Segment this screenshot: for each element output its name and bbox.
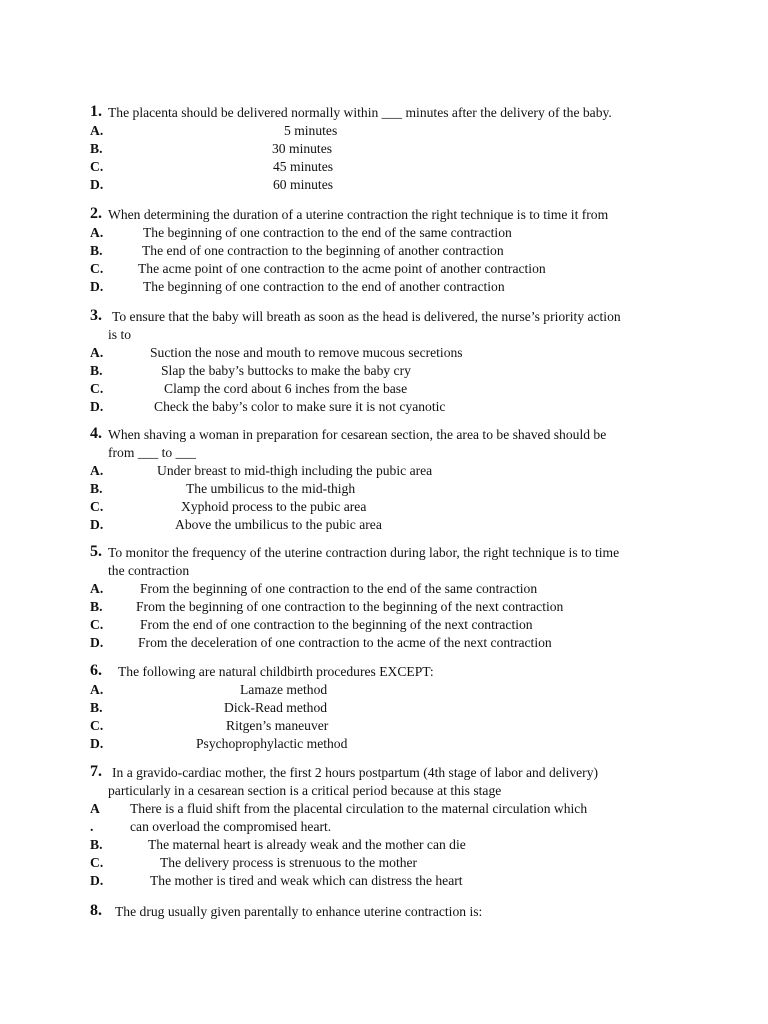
option-text: Lamaze method [240, 682, 328, 697]
option-letter: B. [90, 837, 103, 852]
option-letter: C. [90, 499, 104, 514]
option-letter: C. [90, 718, 104, 733]
option-text: The acme point of one contraction to the acme point of another contraction [138, 261, 546, 276]
option-text: From the end of one contraction to the beginning of the next contraction [140, 617, 533, 632]
option-letter: D. [90, 736, 104, 751]
question-7 [90, 764, 690, 890]
question-text-continued: from ___ to ___ [108, 445, 196, 460]
option-letter: D. [90, 873, 104, 888]
option-text: 45 minutes [273, 159, 334, 174]
option-text: Psychoprophylactic method [196, 736, 348, 751]
question-number: 3. [90, 307, 102, 324]
option-letter: D. [90, 279, 104, 294]
option-letter: C. [90, 159, 104, 174]
option-text: Dick-Read method [224, 700, 328, 715]
option-letter: D. [90, 635, 104, 650]
question-text-continued: the contraction [108, 563, 190, 578]
option-letter: A. [90, 463, 104, 478]
option-text: From the beginning of one contraction to the end of the same contraction [140, 581, 538, 596]
option-letter: C. [90, 855, 104, 870]
question-text: To ensure that the baby will breath as soon as the head is delivered, the nurse’s priority action [112, 309, 621, 324]
option-text: 30 minutes [272, 141, 333, 156]
question-5 [90, 544, 690, 652]
option-letter: B. [90, 700, 103, 715]
option-letter: A. [90, 682, 104, 697]
option-letter: D. [90, 399, 104, 414]
question-number: 7. [90, 763, 102, 780]
option-letter: B. [90, 481, 103, 496]
question-text: The placenta should be delivered normally within ___ minutes after the delivery of the baby. [108, 105, 612, 120]
option-text: The end of one contraction to the beginning of another contraction [142, 243, 504, 258]
option-text: 60 minutes [273, 177, 334, 192]
option-letter: C. [90, 261, 104, 276]
question-text: To monitor the frequency of the uterine contraction during labor, the right technique is to time [108, 545, 620, 560]
option-letter: B. [90, 243, 103, 258]
option-text: The mother is tired and weak which can distress the heart [150, 873, 463, 888]
question-text: When shaving a woman in preparation for cesarean section, the area to be shaved should be [108, 427, 607, 442]
question-number: 8. [90, 902, 102, 919]
question-text: When determining the duration of a uterine contraction the right technique is to time it from [108, 207, 609, 222]
question-6 [90, 663, 690, 753]
option-letter: B. [90, 141, 103, 156]
option-text: The delivery process is strenuous to the mother [160, 855, 418, 870]
option-text: Clamp the cord about 6 inches from the base [164, 381, 408, 396]
question-text: The drug usually given parentally to enhance uterine contraction is: [115, 904, 483, 919]
option-text: There is a fluid shift from the placental circulation to the maternal circulation which [130, 801, 588, 816]
question-number: 5. [90, 543, 102, 560]
option-letter: A [90, 801, 100, 816]
option-text: can overload the compromised heart. [130, 819, 332, 834]
option-text: The beginning of one contraction to the end of the same contraction [143, 225, 512, 240]
question-3 [90, 308, 690, 416]
option-letter: . [90, 819, 94, 834]
question-text: The following are natural childbirth procedures EXCEPT: [118, 664, 434, 679]
option-text: From the deceleration of one contraction to the acme of the next contraction [138, 635, 552, 650]
option-text: Ritgen’s maneuver [226, 718, 329, 733]
question-4 [90, 426, 690, 534]
option-letter: A. [90, 225, 104, 240]
question-1 [90, 104, 690, 194]
option-letter: A. [90, 581, 104, 596]
question-number: 4. [90, 425, 102, 442]
option-letter: A. [90, 123, 104, 138]
option-text: The umbilicus to the mid-thigh [186, 481, 356, 496]
option-letter: D. [90, 517, 104, 532]
question-number: 6. [90, 662, 102, 679]
option-text: Under breast to mid-thigh including the pubic area [157, 463, 433, 478]
option-letter: C. [90, 381, 104, 396]
option-letter: A. [90, 345, 104, 360]
option-letter: B. [90, 599, 103, 614]
question-text: In a gravido-cardiac mother, the first 2 hours postpartum (4th stage of labor and delivery) [112, 765, 599, 780]
option-text: The maternal heart is already weak and the mother can die [148, 837, 466, 852]
question-8 [90, 903, 690, 921]
option-text: Check the baby’s color to make sure it is not cyanotic [154, 399, 446, 414]
option-text: The beginning of one contraction to the end of another contraction [143, 279, 505, 294]
option-text: Xyphoid process to the pubic area [181, 499, 367, 514]
question-text-continued: is to [108, 327, 132, 342]
question-text-continued: particularly in a cesarean section is a critical period because at this stage [108, 783, 502, 798]
question-number: 2. [90, 205, 102, 222]
option-letter: C. [90, 617, 104, 632]
question-number: 1. [90, 103, 102, 120]
option-text: Above the umbilicus to the pubic area [175, 517, 382, 532]
option-text: Slap the baby’s buttocks to make the baby cry [161, 363, 411, 378]
option-text: Suction the nose and mouth to remove mucous secretions [150, 345, 463, 360]
option-letter: D. [90, 177, 104, 192]
option-letter: B. [90, 363, 103, 378]
option-text: 5 minutes [284, 123, 338, 138]
question-2 [90, 206, 690, 296]
option-text: From the beginning of one contraction to the beginning of the next contraction [136, 599, 564, 614]
